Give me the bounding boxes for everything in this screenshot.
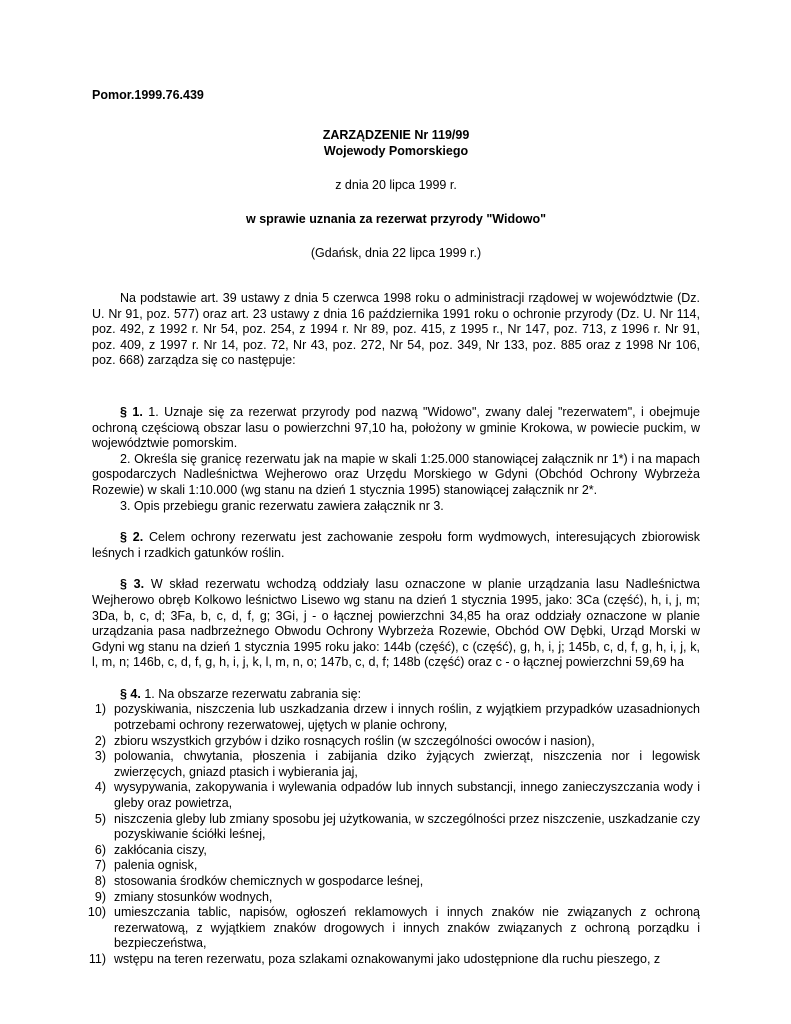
title-line-2: Wojewody Pomorskiego [323, 144, 469, 158]
item-number: 10) [87, 905, 106, 920]
item-number: 5) [94, 811, 106, 826]
item-number: 9) [94, 889, 106, 904]
list-item [88, 951, 700, 968]
item-number: 6) [94, 842, 106, 857]
item-number: 8) [94, 874, 106, 888]
item-text: zmiany stosunków wodnych, [114, 889, 273, 904]
list-item [92, 702, 700, 733]
list-item [92, 812, 700, 843]
section-3 [92, 577, 700, 671]
title-line-1: ZARZĄDZENIE Nr 119/99 [322, 128, 470, 142]
document-page [87, 88, 701, 968]
item-number: 11) [88, 951, 106, 966]
item-text: wysypywania, zakopywania i wylewania odpadów lub innych substancji, innego zanieczyszczania wody i gleby oraz powietrza, [114, 780, 700, 811]
section-1 [92, 405, 700, 514]
section-1-para-2: 2. Określa się granicę rezerwatu jak na mapie w skali 1:25.000 stanowiącej załącznik nr 1*) i na mapach gospodarczych Nadleśnictwa Wejherowo oraz Urzędu Morskiego w Gdyni (Obchód Ochrony Wybrzeża Rozewie) w skali 1:10.000 (wg stanu na dzień 1 stycznia 1995) stanowiącej załącznik nr 2*. [92, 451, 700, 497]
prohibition-list [87, 702, 700, 967]
item-text: pozyskiwania, niszczenia lub uszkadzania drzew i innych roślin, z wyjątkiem przypadków uzasadnionych potrzebami ochrony rezerwatowej, ujętych w planie ochrony, [114, 702, 700, 733]
item-text: palenia ognisk, [114, 858, 198, 873]
section-3-text: W skład rezerwatu wchodzą oddziały lasu oznaczone w planie urządzania lasu Nadleśnictwa Wejherowo obręb Kolkowo leśnictwo Lisewo wg stanu na dzień 1 stycznia 1995, jako: 3Ca (część), h, i, j, m; 3Da, b, c, d; 3Fa, b, c, d, f, g; 3Gi, j - o łącznej powierzchni 34,85 ha oraz oddziały oznaczone w planie urządzania pasa nadbrzeżnego Obwodu Ochrony Wybrzeża Rozewie, Obchód OW Dębki, Urząd Morski w Gdyni wg stanu na dzień 1 stycznia 1995 roku jako: 144b (część), c (część), g, h, i, j; 145b, c, d, f, g, h, i, j, k, l, m, n; 146b, c, d, f, g, h, i, j, k, l, m, n, o; 147b, c, d, f; 148b (część) oraz c - o łącznej powierzchni 59,69 ha [92, 577, 701, 670]
item-text: wstępu na teren rezerwatu, poza szlakami oznakowanymi jako udostępnione dla ruchu pieszego, z [114, 951, 661, 966]
item-text: umieszczania tablic, napisów, ogłoszeń reklamowych i innych znaków nie związanych z ochroną rezerwatową, z wyjątkiem znaków drogowych i innych znaków związanych z ochroną porządku i bezpieczeństwa, [114, 905, 700, 951]
section-2 [92, 530, 700, 561]
item-text: zbioru wszystkich grzybów i dziko rosnących roślin (w szczególności owoców i nasion), [114, 733, 595, 748]
document-date: z dnia 20 lipca 1999 r. [335, 178, 457, 192]
publication-place: (Gdańsk, dnia 22 lipca 1999 r.) [310, 246, 482, 260]
section-3-mark: § 3. [120, 577, 145, 592]
list-item [92, 780, 700, 811]
preamble: Na podstawie art. 39 ustawy z dnia 5 czerwca 1998 roku o administracji rządowej w województwie (Dz. U. Nr 91, poz. 577) oraz art. 23 ustawy z dnia 16 października 1991 roku o ochronie przyrody (Dz. U. Nr 114, poz. 492, z 1992 r. Nr 54, poz. 254, z 1994 r. Nr 89, poz. 415, z 1995 r., Nr 147, poz. 713, z 1996 r. Nr 91, poz. 409, z 1997 r. Nr 14, poz. 72, Nr 43, poz. 272, Nr 54, poz. 349, Nr 133, poz. 885 oraz z 1998 Nr 106, poz. 668) zarządza się co następuje: [92, 291, 700, 368]
item-text: zakłócania ciszy, [114, 842, 207, 857]
list-item [92, 843, 700, 859]
section-4-intro [92, 687, 700, 703]
section-2-text: Celem ochrony rezerwatu jest zachowanie zespołu form wydmowych, interesujących zbiorowisk leśnych i rzadkich gatunków roślin. [92, 530, 700, 560]
document-reference: Pomor.1999.76.439 [92, 88, 204, 102]
document-title [92, 127, 700, 159]
list-item [92, 749, 700, 780]
list-item [92, 874, 700, 890]
item-number: 4) [94, 780, 106, 795]
item-number: 1) [94, 702, 106, 717]
section-1-text: 1. Uznaje się za rezerwat przyrody pod nazwą "Widowo", zwany dalej "rezerwatem", i obejmuje ochroną częściową obszar lasu o powierzchni 97,10 ha, położony w gminie Krokowa, w powiecie puckim, w województwie pomorskim. [92, 404, 700, 451]
list-item [92, 734, 700, 750]
item-text: polowania, chwytania, płoszenia i zabijania dziko żyjących zwierząt, niszczenia nor i legowisk zwierzęcych, gniazd ptasich i wybierania jaj, [114, 749, 700, 779]
item-number: 3) [94, 749, 106, 764]
item-number: 7) [94, 858, 106, 873]
item-number: 2) [94, 733, 106, 748]
item-text: stosowania środków chemicznych w gospodarce leśnej, [114, 874, 424, 888]
section-1-para-3: 3. Opis przebiegu granic rezerwatu zawiera załącznik nr 3. [120, 498, 444, 513]
list-item [92, 890, 700, 906]
section-4-intro-text: 1. Na obszarze rezerwatu zabrania się: [140, 686, 362, 701]
section-2-mark: § 2. [120, 530, 144, 545]
document-subject: w sprawie uznania za rezerwat przyrody "Widowo" [246, 212, 546, 226]
section-1-para-1 [92, 405, 700, 452]
section-4-mark: § 4. [120, 686, 141, 701]
list-item [92, 858, 700, 874]
item-text: niszczenia gleby lub zmiany sposobu jej użytkowania, w szczególności przez niszczenie, uszkadzanie czy pozyskiwanie ściółki leśnej, [114, 811, 700, 842]
section-1-mark: § 1. [120, 404, 143, 419]
list-item [87, 905, 700, 952]
